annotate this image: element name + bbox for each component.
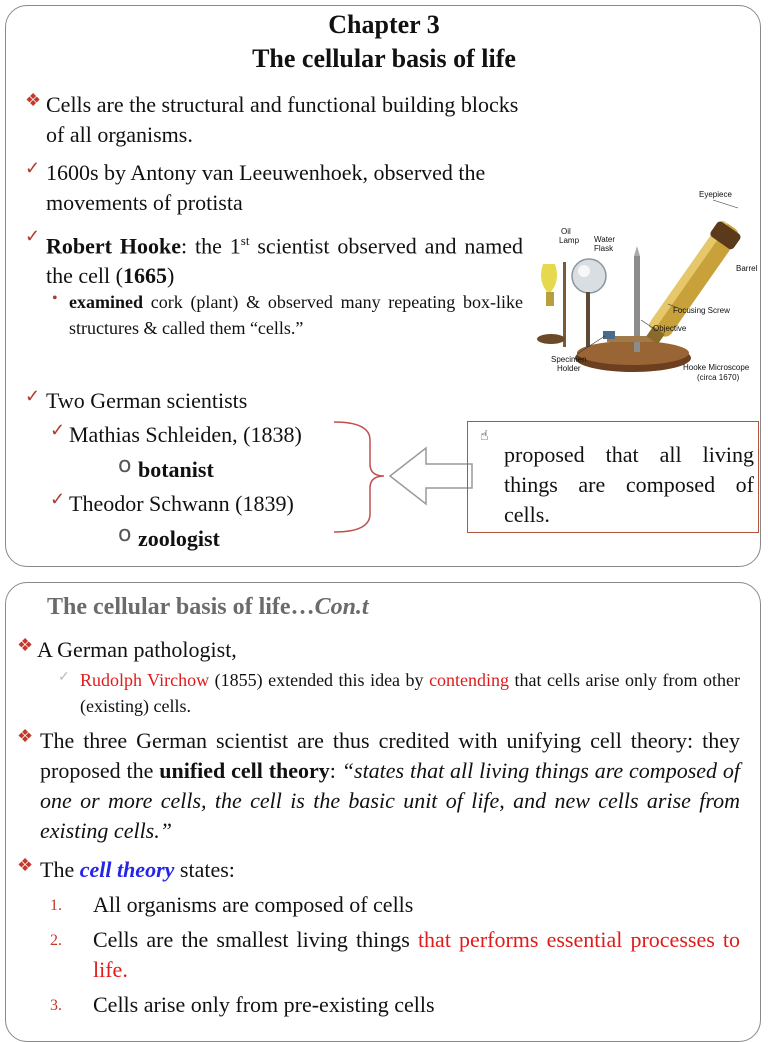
circle-bullet-icon: o bbox=[118, 453, 132, 478]
scientist-schwann: Theodor Schwann (1839) bbox=[69, 491, 294, 516]
svg-text:Specimen: Specimen bbox=[551, 355, 587, 364]
label-eyepiece: Eyepiece bbox=[699, 190, 732, 199]
bullet-cell-theory: The cell theory states: bbox=[40, 857, 235, 882]
proposal-callout-box bbox=[467, 421, 759, 533]
bullet-german-pathologist: A German pathologist, bbox=[37, 637, 237, 662]
label-water-flask: Flask bbox=[594, 244, 614, 253]
label-oil-lamp: Lamp bbox=[559, 236, 580, 245]
bullet-german-scientists: Two German scientists bbox=[46, 388, 248, 413]
bullet-leeuwenhoek: 1600s by Antony van Leeuwenhoek, observed the movements of protista bbox=[46, 160, 486, 215]
title-line-2: The cellular basis of life bbox=[252, 44, 516, 73]
label-specimen-holder: Holder bbox=[557, 364, 581, 373]
check-bullet-icon: ✓ bbox=[25, 226, 41, 246]
list-item-3: Cells arise only from pre-existing cells bbox=[93, 992, 435, 1017]
role-botanist: botanist bbox=[138, 457, 214, 482]
diamond-bullet-icon: ❖ bbox=[17, 726, 34, 746]
check-bullet-icon: ✓ bbox=[25, 158, 41, 178]
check-bullet-icon: ✓ bbox=[50, 489, 66, 509]
check-bullet-icon: ✓ bbox=[25, 386, 41, 406]
sub-bullet-cork: examined cork (plant) & observed many repeating box-like structures & called them “cells.” bbox=[69, 292, 523, 338]
svg-text:(circa 1670): (circa 1670) bbox=[697, 373, 740, 382]
bullet-cells-definition: Cells are the structural and functional building blocks of all organisms. bbox=[46, 92, 519, 147]
slide-2 bbox=[5, 582, 761, 1042]
microscope-caption: Hooke Microscope bbox=[683, 363, 750, 372]
label-objective: Objective bbox=[653, 324, 687, 333]
label-barrel: Barrel bbox=[736, 264, 758, 273]
diamond-bullet-icon: ❖ bbox=[25, 90, 42, 110]
check-bullet-icon: ✓ bbox=[50, 420, 66, 440]
list-number-2: 2. bbox=[50, 932, 62, 949]
hooke-year: 1665 bbox=[122, 263, 167, 289]
list-number-1: 1. bbox=[50, 897, 62, 914]
hooke-name: Robert Hooke bbox=[46, 233, 181, 259]
list-item-1: All organisms are composed of cells bbox=[93, 892, 414, 917]
circle-bullet-icon: o bbox=[118, 522, 132, 547]
dot-bullet-icon: • bbox=[52, 290, 58, 307]
label-focusing-screw: Focusing Screw bbox=[673, 306, 730, 315]
svg-text:Oil: Oil bbox=[561, 227, 571, 236]
pointing-hand-icon: ☝ bbox=[480, 428, 489, 444]
list-item-2: Cells are the smallest living things that performs essential processes to life. bbox=[93, 927, 741, 982]
callout-text: proposed that all living things are composed of cells. bbox=[504, 442, 754, 527]
brace-arrow-connector bbox=[326, 418, 476, 536]
diamond-bullet-icon: ❖ bbox=[17, 635, 34, 655]
check-bullet-icon: ✓ bbox=[58, 670, 70, 685]
slide-1-title bbox=[6, 8, 761, 76]
title-line-1: Chapter 3 bbox=[328, 10, 440, 39]
scientist-schleiden: Mathias Schleiden, (1838) bbox=[69, 422, 302, 447]
slide-2-title: The cellular basis of life…Con.t bbox=[47, 594, 369, 620]
role-zoologist: zoologist bbox=[138, 526, 220, 551]
svg-text:Water: Water bbox=[594, 235, 616, 244]
bullet-unified-cell-theory: The three German scientist are thus credited with unifying cell theory: they proposed the unified cell theory: “states that all living things are composed of one or more cells, the cell is the basic unit of life, and new cells arise from existing cells.” bbox=[40, 728, 740, 843]
sub-bullet-virchow: Rudolph Virchow (1855) extended this idea by contending that cells arise only from other (existing) cells. bbox=[80, 670, 740, 716]
bullet-robert-hooke: Robert Hooke: the 1st scientist observed and named the cell (1665) bbox=[46, 233, 523, 289]
list-number-3: 3. bbox=[50, 997, 62, 1014]
hooke-microscope-illustration bbox=[533, 186, 761, 389]
diamond-bullet-icon: ❖ bbox=[17, 855, 34, 875]
slide-1 bbox=[5, 5, 761, 567]
